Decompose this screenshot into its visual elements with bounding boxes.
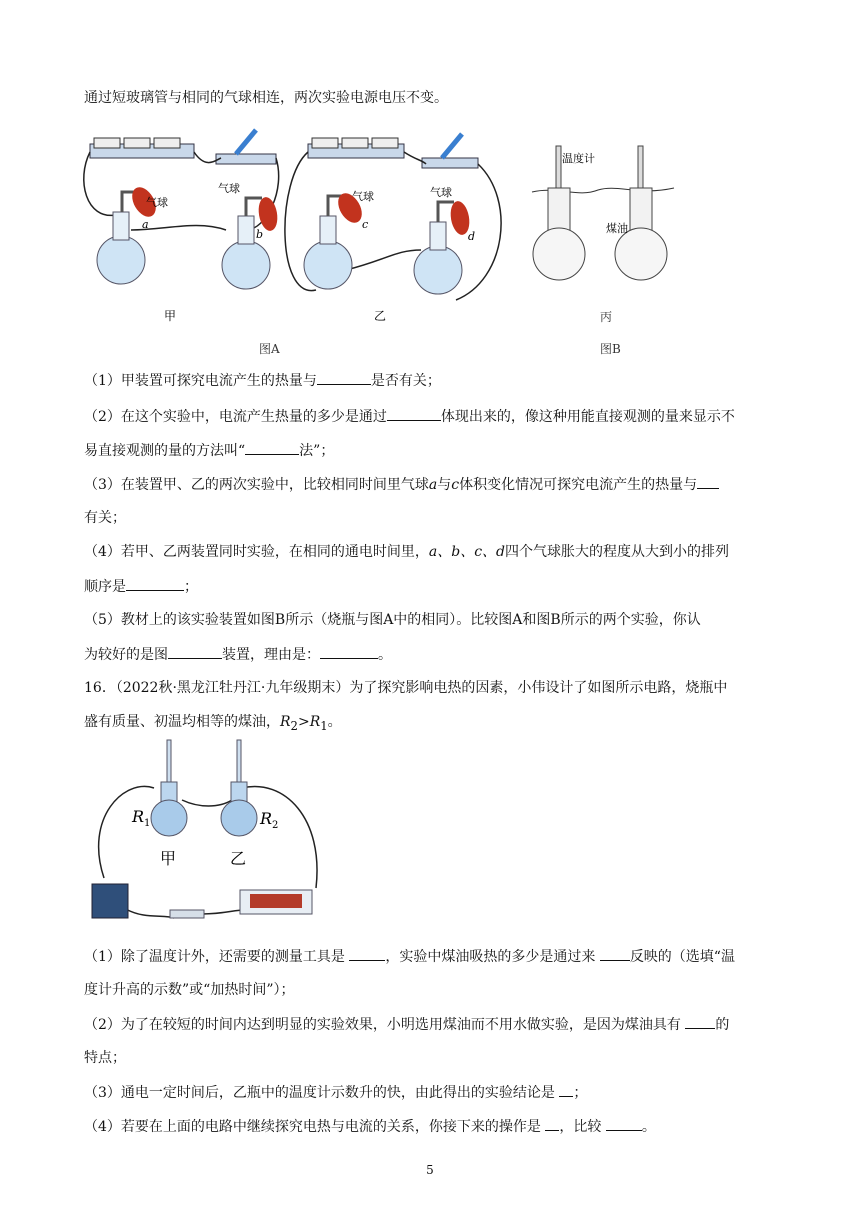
q16-part1-line1: （1）除了温度计外，还需要的测量工具是 ，实验中煤油吸热的多少是通过来 反映的（选填“温 <box>84 946 735 967</box>
q15-part5-line1: （5）教材上的该实验装置如图B所示（烧瓶与图A中的相同）。比较图A和图B所示的两个实验，你认 <box>84 612 701 628</box>
q16-yi-label: 乙 <box>230 849 247 868</box>
q16-part2-line1: （2）为了在较短的时间内达到明显的实验效果，小明选用煤油而不用水做实验，是因为煤油具有 的 <box>84 1014 729 1035</box>
q15-part1: （1）甲装置可探究电流产生的热量与 是否有关； <box>84 370 441 391</box>
answer-blank[interactable] <box>320 644 378 659</box>
answer-blank[interactable] <box>545 1116 559 1131</box>
answer-blank[interactable] <box>168 644 222 659</box>
answer-blank[interactable] <box>349 946 385 961</box>
letter-b: b <box>256 228 264 241</box>
q16-circuit-figure <box>84 738 324 928</box>
apparatus-yi <box>285 134 501 300</box>
balloon-label-2: 气球 <box>218 182 240 195</box>
yi-label: 乙 <box>374 309 387 323</box>
q15-part3-line2: 有关； <box>84 510 126 526</box>
bing-label-text: 丙 <box>600 310 613 324</box>
figure-a-caption: 图A <box>259 342 280 356</box>
letter-d: d <box>468 230 476 243</box>
q16-r2-label: $R_2$ <box>260 809 279 831</box>
q16-part2-line2: 特点； <box>84 1050 126 1066</box>
q15-part3-line1: （3）在装置甲、乙的两次实验中，比较相同时间里气球a与c体积变化情况可探究电流产生的热量与 <box>84 474 719 495</box>
q16-part4: （4）若要在上面的电路中继续探究电热与电流的关系，你接下来的操作是 ，比较 。 <box>84 1116 656 1137</box>
q15-part2-line1: （2）在这个实验中，电流产生热量的多少是通过 体现出来的，像这种用能直接观测的量来显示不 <box>84 406 735 427</box>
thermometer-label: 温度计 <box>562 152 595 165</box>
q16-stem-line2: 盛有质量、初温均相等的煤油，$R_2>R_1$。 <box>84 714 342 733</box>
letter-c: c <box>362 218 369 231</box>
q15-part4-line2: 顺序是 ； <box>84 576 198 597</box>
answer-blank[interactable] <box>600 946 630 961</box>
answer-blank[interactable] <box>559 1082 573 1097</box>
balloon-label-3: 气球 <box>352 190 374 203</box>
q16-r1-label: $R_1$ <box>132 807 151 829</box>
apparatus-jia <box>84 130 280 289</box>
figure-b <box>528 128 678 298</box>
answer-blank[interactable] <box>245 440 299 455</box>
figure-b-caption: 图B <box>600 342 621 356</box>
balloon-label-4: 气球 <box>430 186 452 199</box>
answer-blank[interactable] <box>697 474 719 489</box>
q16-stem-line1: 16．（2022秋·黑龙江牡丹江·九年级期末）为了探究影响电热的因素，小伟设计了如图所示电路，烧瓶中 <box>84 680 728 696</box>
answer-blank[interactable] <box>387 406 441 421</box>
balloon-label-1: 气球 <box>146 196 168 209</box>
q15-part4-line1: （4）若甲、乙两装置同时实验，在相同的通电时间里，a、b、c、d四个气球胀大的程度从大到小的排列 <box>84 544 730 560</box>
figure-a <box>76 120 516 330</box>
kerosene-label: 煤油 <box>606 222 628 235</box>
q15-part5-line2: 为较好的是图 装置，理由是： 。 <box>84 644 392 665</box>
q16-part1-line2: 度计升高的示数”或“加热时间”）； <box>84 982 295 998</box>
q16-jia-label: 甲 <box>160 849 177 868</box>
answer-blank[interactable] <box>126 576 184 591</box>
intro-line: 通过短玻璃管与相同的气球相连，两次实验电源电压不变。 <box>84 90 448 106</box>
q15-part2-line2: 易直接观测的量的方法叫“ 法”； <box>84 440 334 461</box>
answer-blank[interactable] <box>685 1014 715 1029</box>
page-number: 5 <box>426 1163 434 1177</box>
q16-part3: （3）通电一定时间后，乙瓶中的温度计示数升的快，由此得出的实验结论是 ； <box>84 1082 587 1103</box>
answer-blank[interactable] <box>606 1116 642 1131</box>
letter-a: a <box>142 218 149 231</box>
answer-blank[interactable] <box>317 370 371 385</box>
jia-label: 甲 <box>164 309 177 323</box>
